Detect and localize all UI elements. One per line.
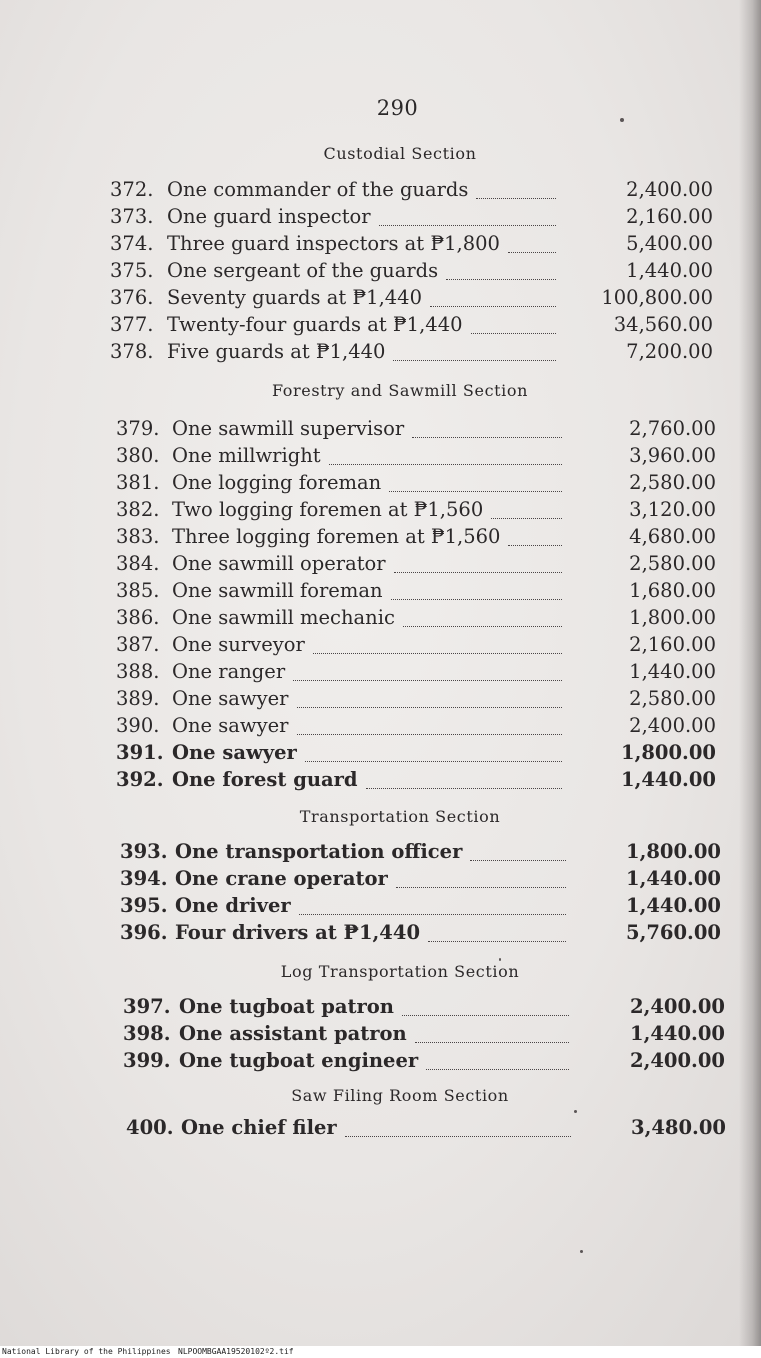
line-item [0, 313, 761, 340]
line-item [0, 1022, 761, 1049]
line-item [0, 687, 761, 714]
line-item [0, 867, 761, 894]
leader-dots [403, 606, 562, 627]
item-amount: 2,580.00 [629, 687, 716, 710]
item-amount: 100,800.00 [601, 286, 713, 309]
leader-dots [393, 340, 556, 361]
paper-speck [580, 1250, 583, 1253]
item-amount: 1,440.00 [626, 867, 721, 890]
leader-dots [446, 259, 556, 280]
item-description: Seventy guards at ₱1,440 [167, 286, 422, 309]
item-amount: 1,800.00 [629, 606, 716, 629]
item-amount: 34,560.00 [613, 313, 713, 336]
item-description: Four drivers at ₱1,440 [175, 921, 421, 944]
section-heading: Forestry and Sawmill Section [271, 381, 529, 400]
item-description: One guard inspector [167, 205, 371, 228]
line-item [0, 741, 761, 768]
item-number: 379. [116, 417, 160, 440]
leader-dots [297, 714, 563, 735]
leader-dots [426, 1049, 569, 1070]
item-description: One driver [175, 894, 291, 917]
line-item [0, 660, 761, 687]
leader-dots [508, 232, 556, 253]
item-number: 392. [116, 768, 164, 791]
line-item [0, 579, 761, 606]
line-item [0, 1049, 761, 1076]
leader-dots [345, 1116, 571, 1137]
item-amount: 2,400.00 [626, 178, 713, 201]
line-item [0, 417, 761, 444]
item-number: 387. [116, 633, 160, 656]
line-item [0, 921, 761, 948]
item-number: 399. [123, 1049, 171, 1072]
item-number: 374. [110, 232, 154, 255]
item-number: 385. [116, 579, 160, 602]
item-description: One chief filer [181, 1116, 337, 1139]
line-item [0, 633, 761, 660]
item-description: One logging foreman [172, 471, 382, 494]
item-description: One forest guard [172, 768, 358, 791]
item-number: 375. [110, 259, 154, 282]
line-item [0, 606, 761, 633]
item-number: 378. [110, 340, 154, 363]
item-number: 381. [116, 471, 160, 494]
item-amount: 1,680.00 [629, 579, 716, 602]
item-description: One assistant patron [179, 1022, 407, 1045]
item-amount: 2,400.00 [629, 714, 716, 737]
leader-dots [299, 894, 566, 915]
item-description: One sawmill supervisor [172, 417, 405, 440]
line-item [0, 498, 761, 525]
leader-dots [491, 498, 562, 519]
item-amount: 5,400.00 [626, 232, 713, 255]
item-amount: 1,440.00 [629, 660, 716, 683]
item-number: 400. [126, 1116, 174, 1139]
item-description: One ranger [172, 660, 286, 683]
footer-library: National Library of the Philippines [2, 1347, 171, 1356]
section-heading: Log Transportation Section [280, 962, 520, 981]
section-heading: Saw Filing Room Section [291, 1086, 509, 1105]
leader-dots [508, 525, 562, 546]
item-number: 382. [116, 498, 160, 521]
leader-dots [313, 633, 562, 654]
leader-dots [412, 417, 562, 438]
item-description: One tugboat patron [179, 995, 394, 1018]
leader-dots [470, 840, 566, 861]
item-amount: 1,440.00 [626, 894, 721, 917]
leader-dots [293, 660, 562, 681]
item-amount: 1,440.00 [626, 259, 713, 282]
leader-dots [396, 867, 566, 888]
item-description: One tugboat engineer [179, 1049, 419, 1072]
leader-dots [297, 687, 563, 708]
item-description: One sawmill foreman [172, 579, 383, 602]
item-description: Three guard inspectors at ₱1,800 [167, 232, 500, 255]
item-number: 393. [120, 840, 168, 863]
leader-dots [366, 768, 562, 789]
line-item [0, 525, 761, 552]
item-amount: 3,960.00 [629, 444, 716, 467]
line-item [0, 552, 761, 579]
line-item [0, 340, 761, 367]
line-item [0, 444, 761, 471]
item-amount: 3,480.00 [631, 1116, 726, 1139]
paper-speck [574, 1110, 577, 1113]
item-amount: 5,760.00 [626, 921, 721, 944]
item-description: Three logging foremen at ₱1,560 [172, 525, 501, 548]
item-amount: 2,400.00 [630, 1049, 725, 1072]
item-amount: 4,680.00 [629, 525, 716, 548]
line-item [0, 232, 761, 259]
item-number: 377. [110, 313, 154, 336]
leader-dots [329, 444, 562, 465]
line-item [0, 768, 761, 795]
item-number: 373. [110, 205, 154, 228]
page-number: 290 [376, 96, 419, 120]
leader-dots [430, 286, 556, 307]
item-description: One surveyor [172, 633, 305, 656]
leader-dots [379, 205, 556, 226]
line-item [0, 714, 761, 741]
item-description: Two logging foremen at ₱1,560 [172, 498, 484, 521]
leader-dots [305, 741, 562, 762]
item-description: One commander of the guards [167, 178, 469, 201]
item-description: One transportation officer [175, 840, 463, 863]
item-description: Five guards at ₱1,440 [167, 340, 386, 363]
item-amount: 7,200.00 [626, 340, 713, 363]
line-item [0, 205, 761, 232]
scan-footer [0, 1346, 761, 1358]
line-item [0, 995, 761, 1022]
item-number: 398. [123, 1022, 171, 1045]
item-amount: 1,440.00 [621, 768, 716, 791]
item-number: 390. [116, 714, 160, 737]
item-number: 372. [110, 178, 154, 201]
leader-dots [391, 579, 562, 600]
item-description: One millwright [172, 444, 321, 467]
line-item [0, 1116, 761, 1143]
item-description: One sawmill mechanic [172, 606, 395, 629]
line-item [0, 471, 761, 498]
paper-speck [620, 118, 624, 122]
item-description: One sergeant of the guards [167, 259, 439, 282]
section-heading: Custodial Section [323, 144, 477, 163]
item-amount: 2,160.00 [626, 205, 713, 228]
item-amount: 1,440.00 [630, 1022, 725, 1045]
item-number: 384. [116, 552, 160, 575]
item-number: 380. [116, 444, 160, 467]
line-item [0, 840, 761, 867]
item-description: Twenty-four guards at ₱1,440 [167, 313, 463, 336]
item-amount: 2,580.00 [629, 471, 716, 494]
item-number: 388. [116, 660, 160, 683]
item-amount: 1,800.00 [626, 840, 721, 863]
leader-dots [394, 552, 562, 573]
item-number: 391. [116, 741, 164, 764]
item-number: 394. [120, 867, 168, 890]
leader-dots [389, 471, 562, 492]
item-amount: 2,760.00 [629, 417, 716, 440]
item-description: One sawyer [172, 741, 297, 764]
line-item [0, 286, 761, 313]
leader-dots [428, 921, 566, 942]
item-description: One sawyer [172, 714, 289, 737]
item-amount: 3,120.00 [629, 498, 716, 521]
line-item [0, 178, 761, 205]
item-number: 397. [123, 995, 171, 1018]
item-number: 386. [116, 606, 160, 629]
leader-dots [476, 178, 556, 199]
leader-dots [415, 1022, 569, 1043]
item-amount: 2,160.00 [629, 633, 716, 656]
item-amount: 2,400.00 [630, 995, 725, 1018]
footer-file-id: NLPOOMBGAA19520102º2.tif [178, 1347, 294, 1356]
item-description: One crane operator [175, 867, 388, 890]
line-item [0, 259, 761, 286]
line-item [0, 894, 761, 921]
item-number: 395. [120, 894, 168, 917]
leader-dots [471, 313, 556, 334]
item-number: 389. [116, 687, 160, 710]
item-number: 383. [116, 525, 160, 548]
item-number: 376. [110, 286, 154, 309]
paper-speck [499, 958, 501, 961]
item-number: 396. [120, 921, 168, 944]
item-amount: 1,800.00 [621, 741, 716, 764]
item-description: One sawmill operator [172, 552, 386, 575]
leader-dots [402, 995, 569, 1016]
item-amount: 2,580.00 [629, 552, 716, 575]
item-description: One sawyer [172, 687, 289, 710]
section-heading: Transportation Section [299, 807, 501, 826]
